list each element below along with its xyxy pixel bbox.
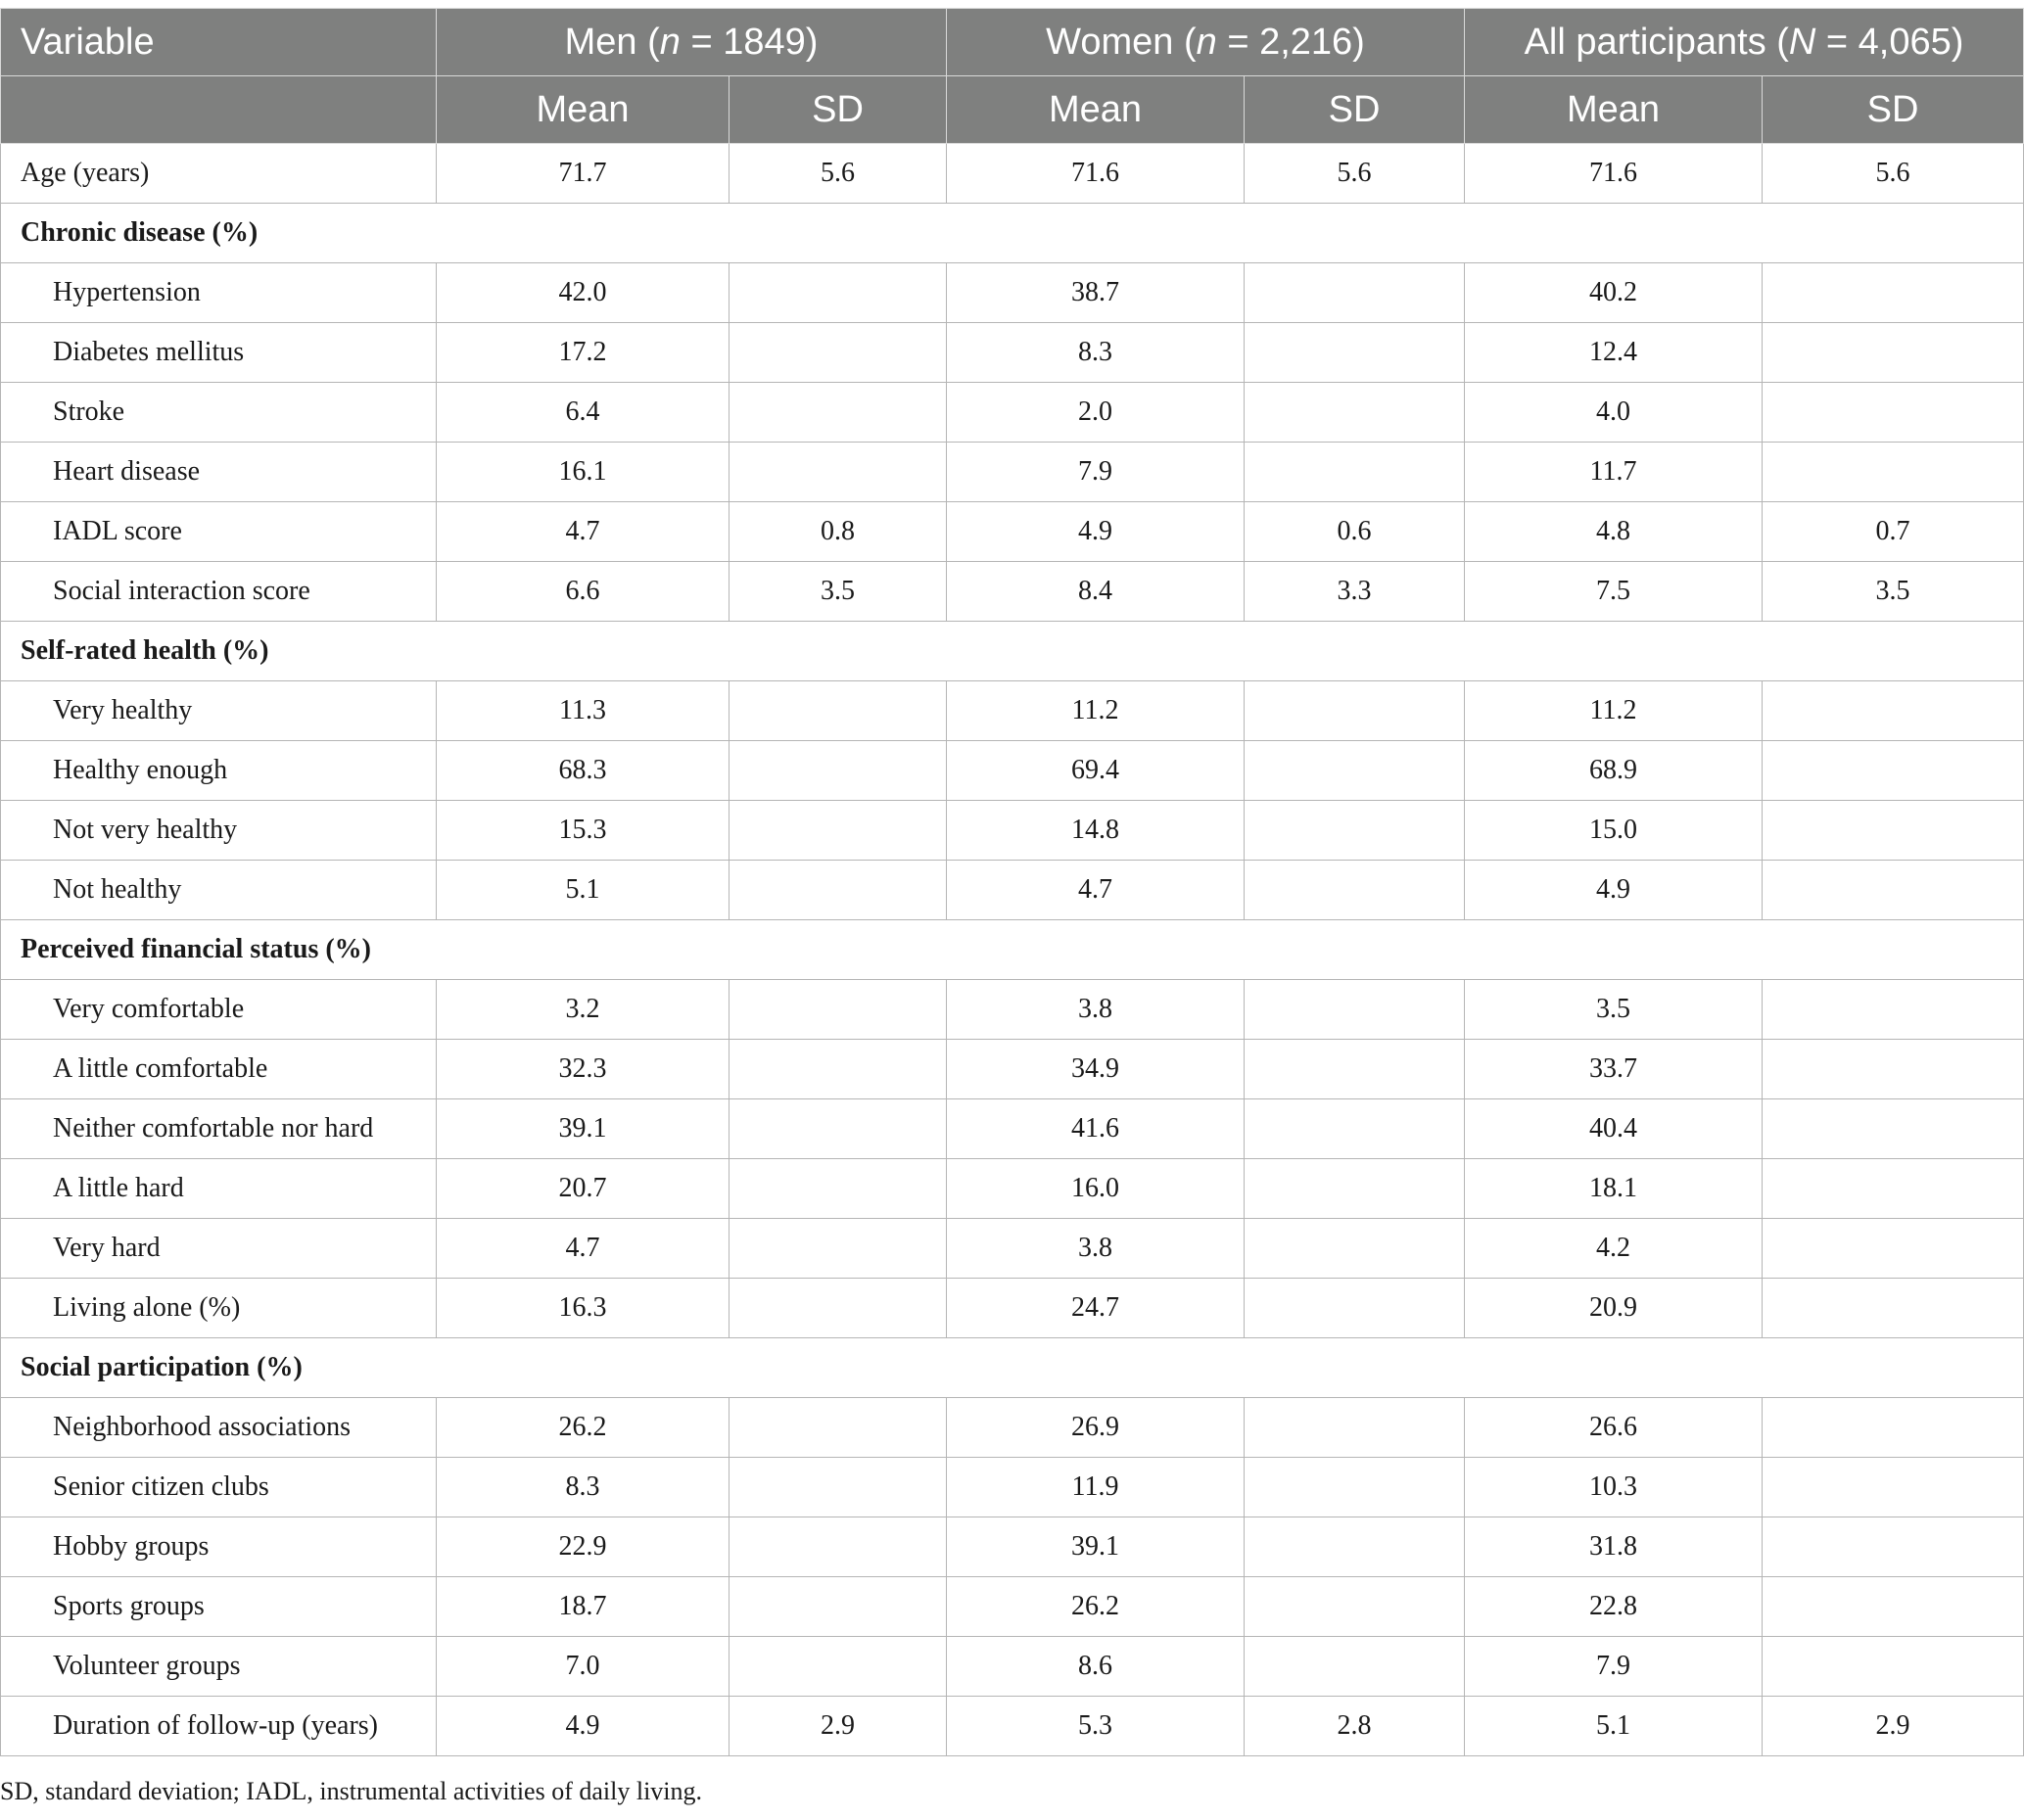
- section-label: Social participation (%): [1, 1338, 2024, 1398]
- cell-w-mean: 2.0: [947, 383, 1245, 443]
- cell-w-sd: 5.6: [1245, 144, 1465, 204]
- header-blank: [1, 76, 437, 144]
- cell-a-sd: 5.6: [1763, 144, 2024, 204]
- cell-a-mean: 12.4: [1465, 323, 1763, 383]
- cell-m-sd: [730, 681, 947, 741]
- cell-m-sd: [730, 1099, 947, 1159]
- row-label: Very healthy: [1, 681, 437, 741]
- cell-a-sd: [1763, 980, 2024, 1040]
- row-label: Stroke: [1, 383, 437, 443]
- cell-w-mean: 11.2: [947, 681, 1245, 741]
- cell-w-mean: 8.6: [947, 1637, 1245, 1697]
- row-label: Very hard: [1, 1219, 437, 1279]
- cell-m-mean: 4.9: [437, 1697, 730, 1756]
- cell-m-mean: 6.4: [437, 383, 730, 443]
- section-row: [1, 622, 2024, 681]
- table-row: [1, 1577, 2024, 1637]
- cell-w-sd: [1245, 1159, 1465, 1219]
- table-row: [1, 741, 2024, 801]
- cell-w-sd: [1245, 801, 1465, 861]
- cell-m-sd: [730, 323, 947, 383]
- cell-m-mean: 7.0: [437, 1637, 730, 1697]
- table-row: [1, 383, 2024, 443]
- cell-w-sd: [1245, 1219, 1465, 1279]
- row-label: Neither comfortable nor hard: [1, 1099, 437, 1159]
- cell-m-sd: [730, 1637, 947, 1697]
- cell-w-mean: 11.9: [947, 1458, 1245, 1517]
- row-label: A little hard: [1, 1159, 437, 1219]
- cell-w-sd: [1245, 681, 1465, 741]
- cell-m-mean: 39.1: [437, 1099, 730, 1159]
- cell-m-sd: [730, 1159, 947, 1219]
- cell-m-sd: [730, 1577, 947, 1637]
- cell-w-sd: [1245, 741, 1465, 801]
- cell-a-sd: [1763, 1458, 2024, 1517]
- table-row: [1, 1219, 2024, 1279]
- section-row: [1, 920, 2024, 980]
- cell-a-sd: [1763, 861, 2024, 920]
- row-label: Healthy enough: [1, 741, 437, 801]
- row-label: Senior citizen clubs: [1, 1458, 437, 1517]
- row-label: IADL score: [1, 502, 437, 562]
- cell-a-mean: 11.2: [1465, 681, 1763, 741]
- cell-a-sd: [1763, 323, 2024, 383]
- cell-w-sd: [1245, 263, 1465, 323]
- cell-w-mean: 26.2: [947, 1577, 1245, 1637]
- section-label: Perceived financial status (%): [1, 920, 2024, 980]
- header-variable: Variable: [1, 9, 437, 76]
- cell-m-mean: 16.1: [437, 443, 730, 502]
- cell-w-sd: [1245, 323, 1465, 383]
- cell-m-sd: [730, 383, 947, 443]
- cell-w-mean: 24.7: [947, 1279, 1245, 1338]
- cell-m-mean: 20.7: [437, 1159, 730, 1219]
- cell-m-sd: [730, 263, 947, 323]
- header-all-mean: Mean: [1465, 76, 1763, 144]
- table-row: [1, 861, 2024, 920]
- table-row: [1, 1099, 2024, 1159]
- cell-a-mean: 3.5: [1465, 980, 1763, 1040]
- table-row: [1, 681, 2024, 741]
- cell-a-mean: 31.8: [1465, 1517, 1763, 1577]
- cell-m-mean: 71.7: [437, 144, 730, 204]
- row-label: Very comfortable: [1, 980, 437, 1040]
- cell-a-mean: 15.0: [1465, 801, 1763, 861]
- row-label: Sports groups: [1, 1577, 437, 1637]
- cell-m-sd: [730, 1458, 947, 1517]
- cell-a-mean: 26.6: [1465, 1398, 1763, 1458]
- cell-w-mean: 41.6: [947, 1099, 1245, 1159]
- cell-a-mean: 4.9: [1465, 861, 1763, 920]
- cell-w-sd: [1245, 861, 1465, 920]
- cell-a-mean: 40.2: [1465, 263, 1763, 323]
- cell-w-mean: 8.4: [947, 562, 1245, 622]
- row-label: Not healthy: [1, 861, 437, 920]
- cell-m-mean: 3.2: [437, 980, 730, 1040]
- cell-w-sd: [1245, 980, 1465, 1040]
- cell-m-mean: 26.2: [437, 1398, 730, 1458]
- cell-a-sd: [1763, 443, 2024, 502]
- header-all-participants: All participants (N = 4,065): [1465, 9, 2024, 76]
- cell-a-mean: 68.9: [1465, 741, 1763, 801]
- table-row: [1, 980, 2024, 1040]
- row-label: Hypertension: [1, 263, 437, 323]
- cell-a-sd: [1763, 383, 2024, 443]
- table-row: [1, 1637, 2024, 1697]
- row-label: Hobby groups: [1, 1517, 437, 1577]
- cell-a-sd: [1763, 801, 2024, 861]
- table-row: [1, 1040, 2024, 1099]
- cell-m-sd: 5.6: [730, 144, 947, 204]
- header-women: Women (n = 2,216): [947, 9, 1465, 76]
- row-label: Duration of follow-up (years): [1, 1697, 437, 1756]
- cell-m-mean: 22.9: [437, 1517, 730, 1577]
- header-women-mean: Mean: [947, 76, 1245, 144]
- cell-w-sd: [1245, 443, 1465, 502]
- cell-m-mean: 42.0: [437, 263, 730, 323]
- row-label: Heart disease: [1, 443, 437, 502]
- table-row: [1, 1697, 2024, 1756]
- cell-a-sd: [1763, 1159, 2024, 1219]
- table-row: [1, 323, 2024, 383]
- cell-w-mean: 71.6: [947, 144, 1245, 204]
- cell-w-mean: 3.8: [947, 980, 1245, 1040]
- cell-a-sd: [1763, 263, 2024, 323]
- cell-w-sd: [1245, 1099, 1465, 1159]
- cell-a-mean: 33.7: [1465, 1040, 1763, 1099]
- table-header: [1, 9, 2024, 144]
- cell-w-mean: 38.7: [947, 263, 1245, 323]
- table-row: [1, 562, 2024, 622]
- cell-w-sd: [1245, 1040, 1465, 1099]
- cell-w-mean: 4.7: [947, 861, 1245, 920]
- cell-w-sd: [1245, 1637, 1465, 1697]
- table-footnote: SD, standard deviation; IADL, instrumental activities of daily living.: [0, 1777, 703, 1805]
- cell-w-mean: 8.3: [947, 323, 1245, 383]
- table-row: [1, 443, 2024, 502]
- cell-a-mean: 7.9: [1465, 1637, 1763, 1697]
- cell-w-mean: 4.9: [947, 502, 1245, 562]
- section-label: Chronic disease (%): [1, 204, 2024, 263]
- table-row: [1, 801, 2024, 861]
- cell-m-sd: [730, 1279, 947, 1338]
- cell-a-mean: 22.8: [1465, 1577, 1763, 1637]
- cell-m-mean: 11.3: [437, 681, 730, 741]
- table-row: [1, 502, 2024, 562]
- row-label: Neighborhood associations: [1, 1398, 437, 1458]
- cell-m-mean: 32.3: [437, 1040, 730, 1099]
- cell-a-mean: 7.5: [1465, 562, 1763, 622]
- header-men: Men (n = 1849): [437, 9, 947, 76]
- table-row: [1, 144, 2024, 204]
- section-row: [1, 204, 2024, 263]
- cell-w-mean: 39.1: [947, 1517, 1245, 1577]
- cell-m-sd: [730, 443, 947, 502]
- cell-a-mean: 4.0: [1465, 383, 1763, 443]
- cell-w-sd: 3.3: [1245, 562, 1465, 622]
- cell-a-sd: 3.5: [1763, 562, 2024, 622]
- cell-m-mean: 18.7: [437, 1577, 730, 1637]
- cell-w-sd: 2.8: [1245, 1697, 1465, 1756]
- cell-w-sd: [1245, 1458, 1465, 1517]
- cell-w-mean: 3.8: [947, 1219, 1245, 1279]
- cell-m-mean: 16.3: [437, 1279, 730, 1338]
- cell-w-mean: 7.9: [947, 443, 1245, 502]
- cell-a-mean: 4.8: [1465, 502, 1763, 562]
- header-men-sd: SD: [730, 76, 947, 144]
- cell-m-mean: 4.7: [437, 502, 730, 562]
- cell-w-sd: [1245, 1577, 1465, 1637]
- cell-a-mean: 18.1: [1465, 1159, 1763, 1219]
- cell-w-mean: 26.9: [947, 1398, 1245, 1458]
- row-label: Not very healthy: [1, 801, 437, 861]
- row-label: Age (years): [1, 144, 437, 204]
- cell-m-sd: [730, 980, 947, 1040]
- cell-m-sd: 2.9: [730, 1697, 947, 1756]
- cell-a-mean: 71.6: [1465, 144, 1763, 204]
- cell-m-mean: 5.1: [437, 861, 730, 920]
- cell-a-sd: [1763, 1099, 2024, 1159]
- section-row: [1, 1338, 2024, 1398]
- cell-m-sd: 3.5: [730, 562, 947, 622]
- table-row: [1, 1279, 2024, 1338]
- cell-a-mean: 11.7: [1465, 443, 1763, 502]
- cell-a-mean: 40.4: [1465, 1099, 1763, 1159]
- cell-w-mean: 16.0: [947, 1159, 1245, 1219]
- cell-a-sd: [1763, 1279, 2024, 1338]
- table-row: [1, 1159, 2024, 1219]
- cell-a-mean: 20.9: [1465, 1279, 1763, 1338]
- cell-w-sd: [1245, 1517, 1465, 1577]
- cell-m-mean: 6.6: [437, 562, 730, 622]
- cell-a-sd: [1763, 1040, 2024, 1099]
- row-label: Social interaction score: [1, 562, 437, 622]
- cell-w-mean: 14.8: [947, 801, 1245, 861]
- cell-a-sd: [1763, 681, 2024, 741]
- cell-w-mean: 5.3: [947, 1697, 1245, 1756]
- section-label: Self-rated health (%): [1, 622, 2024, 681]
- cell-w-mean: 34.9: [947, 1040, 1245, 1099]
- cell-a-sd: 2.9: [1763, 1697, 2024, 1756]
- header-all-sd: SD: [1763, 76, 2024, 144]
- cell-m-sd: [730, 1040, 947, 1099]
- table-body: [1, 144, 2024, 1756]
- row-label: Diabetes mellitus: [1, 323, 437, 383]
- cell-w-sd: 0.6: [1245, 502, 1465, 562]
- cell-m-mean: 15.3: [437, 801, 730, 861]
- header-men-mean: Mean: [437, 76, 730, 144]
- row-label: Volunteer groups: [1, 1637, 437, 1697]
- characteristics-table: [0, 8, 2024, 1756]
- table-row: [1, 1517, 2024, 1577]
- cell-m-mean: 8.3: [437, 1458, 730, 1517]
- header-row-groups: [1, 9, 2024, 76]
- table-row: [1, 263, 2024, 323]
- row-label: A little comfortable: [1, 1040, 437, 1099]
- cell-a-sd: [1763, 1398, 2024, 1458]
- row-label: Living alone (%): [1, 1279, 437, 1338]
- cell-a-sd: [1763, 1219, 2024, 1279]
- cell-m-sd: [730, 1219, 947, 1279]
- cell-a-sd: 0.7: [1763, 502, 2024, 562]
- cell-a-sd: [1763, 1517, 2024, 1577]
- cell-m-sd: 0.8: [730, 502, 947, 562]
- cell-a-mean: 10.3: [1465, 1458, 1763, 1517]
- cell-a-sd: [1763, 741, 2024, 801]
- table-row: [1, 1458, 2024, 1517]
- header-women-sd: SD: [1245, 76, 1465, 144]
- cell-a-sd: [1763, 1637, 2024, 1697]
- cell-w-sd: [1245, 383, 1465, 443]
- cell-m-sd: [730, 801, 947, 861]
- cell-w-mean: 69.4: [947, 741, 1245, 801]
- cell-m-mean: 17.2: [437, 323, 730, 383]
- cell-m-sd: [730, 741, 947, 801]
- cell-m-mean: 68.3: [437, 741, 730, 801]
- header-row-stats: [1, 76, 2024, 144]
- cell-w-sd: [1245, 1398, 1465, 1458]
- cell-m-sd: [730, 1398, 947, 1458]
- table-row: [1, 1398, 2024, 1458]
- cell-a-sd: [1763, 1577, 2024, 1637]
- cell-m-mean: 4.7: [437, 1219, 730, 1279]
- table-container: [0, 8, 2024, 1756]
- cell-a-mean: 5.1: [1465, 1697, 1763, 1756]
- cell-a-mean: 4.2: [1465, 1219, 1763, 1279]
- cell-w-sd: [1245, 1279, 1465, 1338]
- cell-m-sd: [730, 861, 947, 920]
- cell-m-sd: [730, 1517, 947, 1577]
